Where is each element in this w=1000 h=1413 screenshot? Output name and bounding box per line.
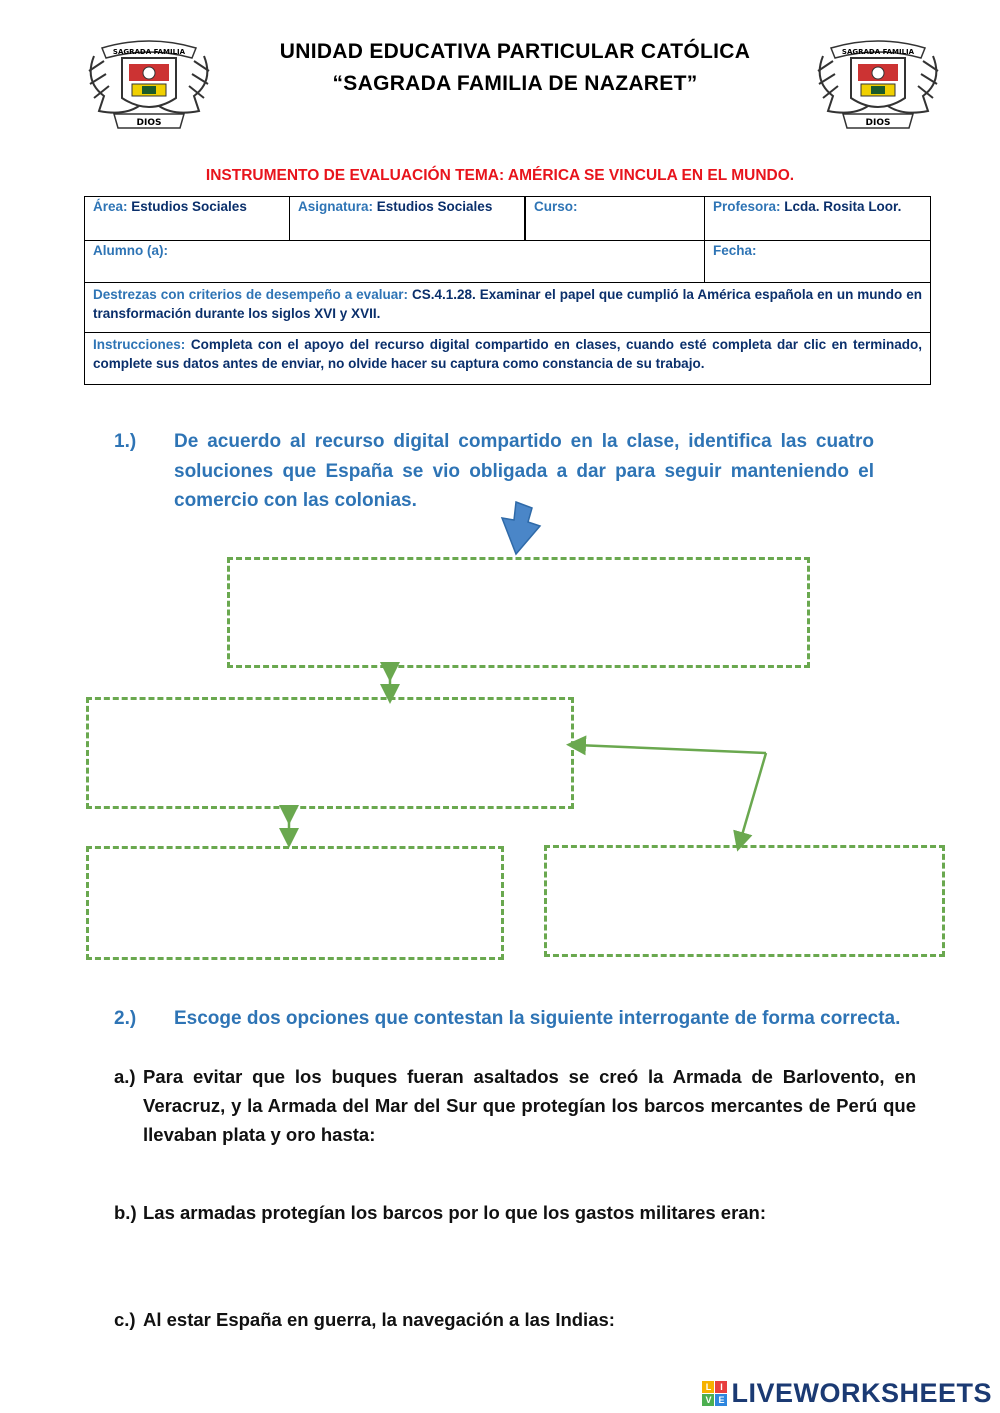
skills-cell: Destrezas con criterios de desempeño a evaluar: CS.4.1.28. Examinar el papel que cumplió la América española en un mundo en transformación durante los siglos XVI y XVII. — [85, 283, 931, 333]
option-b-letter: b.) — [114, 1202, 137, 1223]
option-c-letter: c.) — [114, 1309, 136, 1330]
option-a-text[interactable]: Para evitar que los buques fueran asaltados se creó la Armada de Barlovento, en Veracruz, y la Armada del Mar del Sur que protegían los barcos mercantes de Perú que llevaban plata y oro hasta: — [143, 1066, 916, 1145]
area-cell: Área: Estudios Sociales — [85, 197, 290, 241]
instructions-cell: Instrucciones: Completa con el apoyo del recurso digital compartido en clases, cuando esté completa dar clic en terminado, complete sus datos antes de enviar, no olvide hacer su captura como constancia de su trabajo. — [85, 333, 931, 385]
svg-text:DIOS: DIOS — [865, 118, 891, 128]
student-cell[interactable]: Alumno (a): — [85, 241, 705, 283]
school-subtitle: “SAGRADA FAMILIA DE NAZARET” — [332, 72, 698, 95]
liveworksheets-text: LIVEWORKSHEETS — [731, 1377, 992, 1408]
svg-text:SAGRADA FAMILIA: SAGRADA FAMILIA — [841, 48, 915, 56]
option-a-letter: a.) — [114, 1066, 136, 1087]
evaluation-title: INSTRUMENTO DE EVALUACIÓN TEMA: AMÉRICA SE VINCULA EN EL MUNDO. — [205, 167, 795, 184]
svg-text:DIOS: DIOS — [136, 118, 162, 128]
question1-text: De acuerdo al recurso digital compartido en la clase, identifica las cuatro soluciones que España se vio obligada a dar para seguir manteniendo el comercio con las colonias. — [174, 431, 874, 511]
liveworksheets-logo-icon: L I V E — [702, 1381, 727, 1406]
question2-text: Escoge dos opciones que contestan la siguiente interrogante de forma correcta. — [174, 1008, 901, 1029]
option-c-text[interactable]: Al estar España en guerra, la navegación a las Indias: — [143, 1309, 615, 1330]
subject-cell: Asignatura: Estudios Sociales — [290, 197, 526, 241]
date-cell[interactable]: Fecha: — [705, 241, 931, 283]
question1-number: 1.) — [114, 431, 137, 452]
course-cell[interactable]: Curso: — [525, 197, 705, 241]
option-b-text[interactable]: Las armadas protegían los barcos por lo que los gastos militares eran: — [143, 1202, 767, 1223]
school-name: UNIDAD EDUCATIVA PARTICULAR CATÓLICA — [279, 40, 751, 63]
teacher-cell: Profesora: Lcda. Rosita Loor. — [705, 197, 931, 241]
question2-number: 2.) — [114, 1008, 137, 1029]
svg-text:SAGRADA FAMILIA: SAGRADA FAMILIA — [112, 48, 186, 56]
liveworksheets-brand[interactable] — [702, 1378, 992, 1408]
